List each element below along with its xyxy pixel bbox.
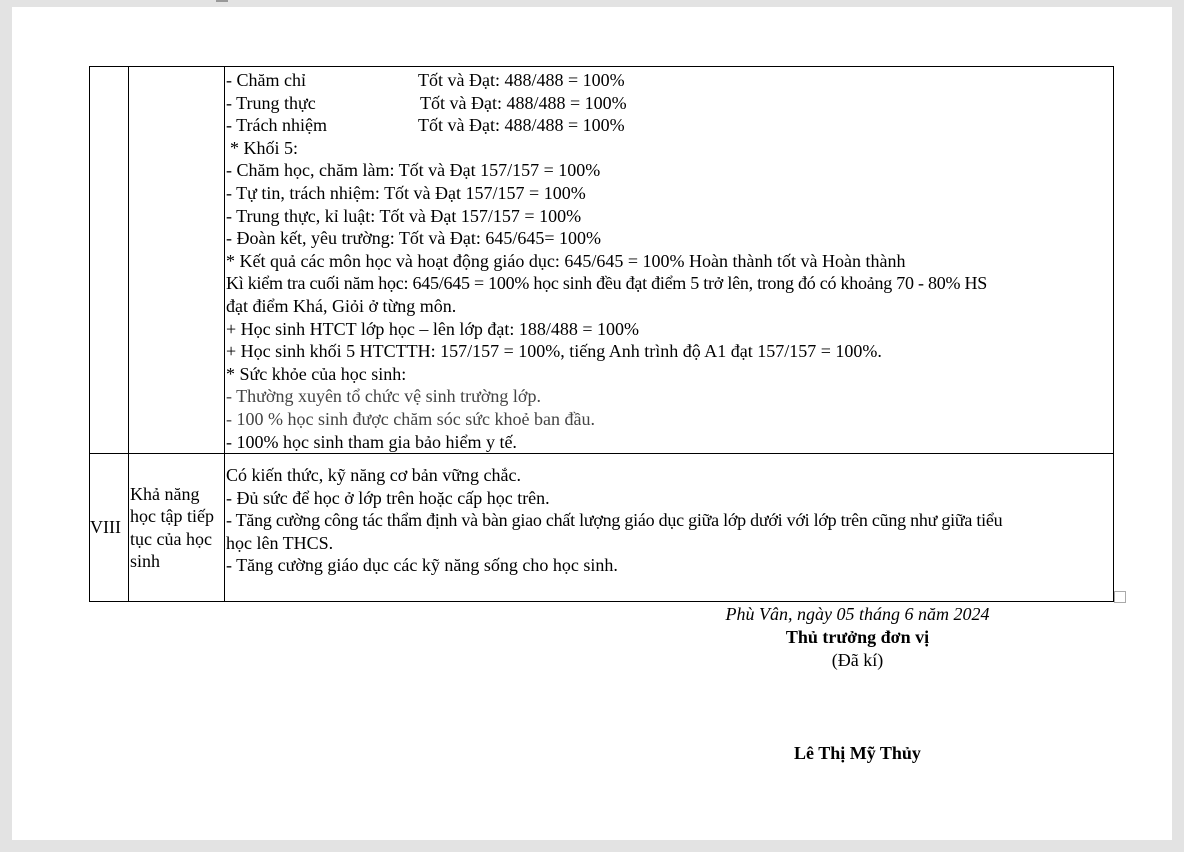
cell-title: Khả năng học tập tiếp tục của học sinh xyxy=(129,454,225,602)
text-line: + Học sinh khối 5 HTCTTH: 157/157 = 100%, tiếng Anh trình độ A1 đạt 157/157 = 100%. xyxy=(226,341,882,362)
place-date: Phù Vân, ngày 05 tháng 6 năm 2024 xyxy=(725,604,990,624)
item-label: - Trách nhiệm xyxy=(226,115,327,136)
table-end-marker xyxy=(1114,591,1126,603)
text-line: * Khối 5: xyxy=(230,137,299,158)
text-line: học lên THCS. xyxy=(226,532,334,553)
text-line: - Thường xuyên tổ chức vệ sinh trường lớp. xyxy=(226,386,541,407)
ruler-marker xyxy=(216,0,228,2)
cell-number xyxy=(90,67,129,454)
item-value: Tốt và Đạt: 488/488 = 100% xyxy=(418,70,625,90)
item-value: Tốt và Đạt: 488/488 = 100% xyxy=(418,115,625,136)
table-row xyxy=(90,454,1114,602)
item-value: Tốt và Đạt: 488/488 = 100% xyxy=(420,92,627,113)
text-line: - Tự tin, trách nhiệm: Tốt và Đạt 157/157 = 100% xyxy=(226,182,586,203)
text-line: Có kiến thức, kỹ năng cơ bản vững chắc. xyxy=(226,465,521,486)
list-item xyxy=(226,114,1113,137)
text-line: - Chăm học, chăm làm: Tốt và Đạt 157/157 = 100% xyxy=(226,160,601,181)
text-line: - Tăng cường giáo dục các kỹ năng sống cho học sinh. xyxy=(226,555,618,576)
cell-content xyxy=(225,67,1114,454)
signer-name: Lê Thị Mỹ Thủy xyxy=(794,743,921,763)
cell-content xyxy=(225,454,1114,602)
text-line: Kì kiểm tra cuối năm học: 645/645 = 100% học sinh đều đạt điểm 5 trở lên, trong đó có khoảng 70 - 80% HS xyxy=(226,273,988,294)
signed-note: (Đã kí) xyxy=(831,650,884,670)
text-line: * Kết quả các môn học và hoạt động giáo dục: 645/645 = 100% Hoàn thành tốt và Hoàn thành xyxy=(226,250,906,271)
item-label: - Trung thực xyxy=(226,92,316,113)
signer-position: Thủ trưởng đơn vị xyxy=(785,627,930,647)
cell-number: VIII xyxy=(90,454,129,602)
list-item xyxy=(226,69,1113,92)
text-line: + Học sinh HTCT lớp học – lên lớp đạt: 188/488 = 100% xyxy=(226,318,639,339)
table-row xyxy=(90,67,1114,454)
text-line: - Đoàn kết, yêu trường: Tốt và Đạt: 645/645= 100% xyxy=(226,228,602,249)
text-line: đạt điểm Khá, Giỏi ở từng môn. xyxy=(226,295,457,316)
text-line: - Trung thực, kỉ luật: Tốt và Đạt 157/157 = 100% xyxy=(226,205,582,226)
text-line: - 100% học sinh tham gia bảo hiểm y tế. xyxy=(226,431,517,452)
text-line: - Tăng cường công tác thẩm định và bàn giao chất lượng giáo dục giữa lớp dưới với lớp trên cũng như giữa tiểu xyxy=(226,510,1003,531)
text-line: * Sức khỏe của học sinh: xyxy=(226,363,407,384)
cell-title xyxy=(129,67,225,454)
text-line: - Đủ sức để học ở lớp trên hoặc cấp học trên. xyxy=(226,487,550,508)
report-table xyxy=(89,66,1114,602)
text-line: - 100 % học sinh được chăm sóc sức khoẻ ban đầu. xyxy=(226,408,595,429)
list-item xyxy=(226,92,1113,115)
item-label: - Chăm chỉ xyxy=(226,70,306,90)
